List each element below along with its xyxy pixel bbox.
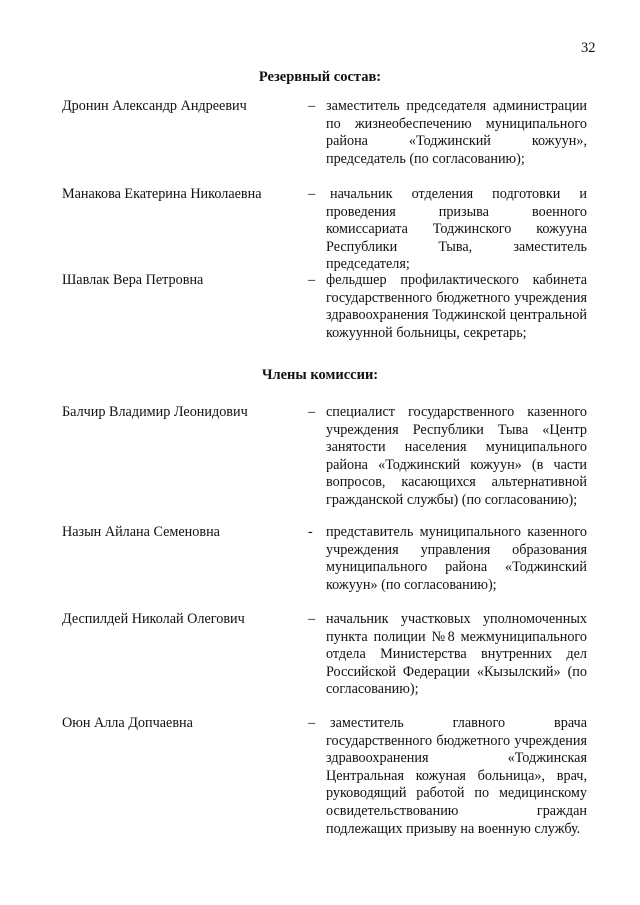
dash: –	[308, 404, 316, 420]
page-number: 32	[581, 40, 596, 56]
person-name: Назын Айлана Семеновна	[62, 524, 220, 540]
person-role: фельдшер профилактического кабинета государственного бюджетного учреждения здравоохранения Тоджинской центральной кожуунной больницы, секретарь;	[326, 272, 587, 341]
dash: –	[308, 98, 316, 114]
dash: -	[308, 524, 313, 540]
person-role: начальник отделения подготовки и проведения призыва военного комиссариата Тоджинского кожууна Республики Тыва, заместитель председателя;	[326, 186, 587, 273]
dash: –	[308, 715, 316, 731]
members-heading: Члены комиссии:	[261, 367, 379, 383]
reserve-heading: Резервный состав:	[258, 69, 382, 85]
dash: –	[308, 611, 316, 627]
person-role: заместитель главного врача государственного бюджетного учреждения здравоохранения «Тоджинская Центральная кожуная больница», врач, руководящий работой по медицинскому освидетельствованию граждан подлежащих призыву на военную службу.	[326, 715, 587, 837]
person-name: Дронин Александр Андреевич	[62, 98, 247, 114]
person-role: специалист государственного казенного учреждения Республики Тыва «Центр занятости населения муниципального района «Тоджинский кожуун» (в части вопросов, касающихся альтернативной гражданской службы) (по согласованию);	[326, 404, 587, 508]
person-name: Оюн Алла Допчаевна	[62, 715, 193, 731]
dash: –	[308, 186, 316, 202]
person-name: Шавлак Вера Петровна	[62, 272, 204, 288]
person-role: представитель муниципального казенного учреждения управления образования муниципального района «Тоджинский кожуун» (по согласованию);	[326, 524, 587, 593]
person-name: Манакова Екатерина Николаевна	[62, 186, 262, 202]
person-name: Деспилдей Николай Олегович	[62, 611, 245, 627]
dash: –	[308, 272, 316, 288]
person-role: начальник участковых уполномоченных пункта полиции №8 межмуниципального отдела Министерства внутренних дел Российской Федерации «Кызылский» (по согласованию);	[326, 611, 587, 698]
person-role: заместитель председателя администрации по жизнеобеспечению муниципального района «Тоджинский кожуун», председатель (по согласованию);	[326, 98, 587, 167]
person-name: Балчир Владимир Леонидович	[62, 404, 248, 420]
